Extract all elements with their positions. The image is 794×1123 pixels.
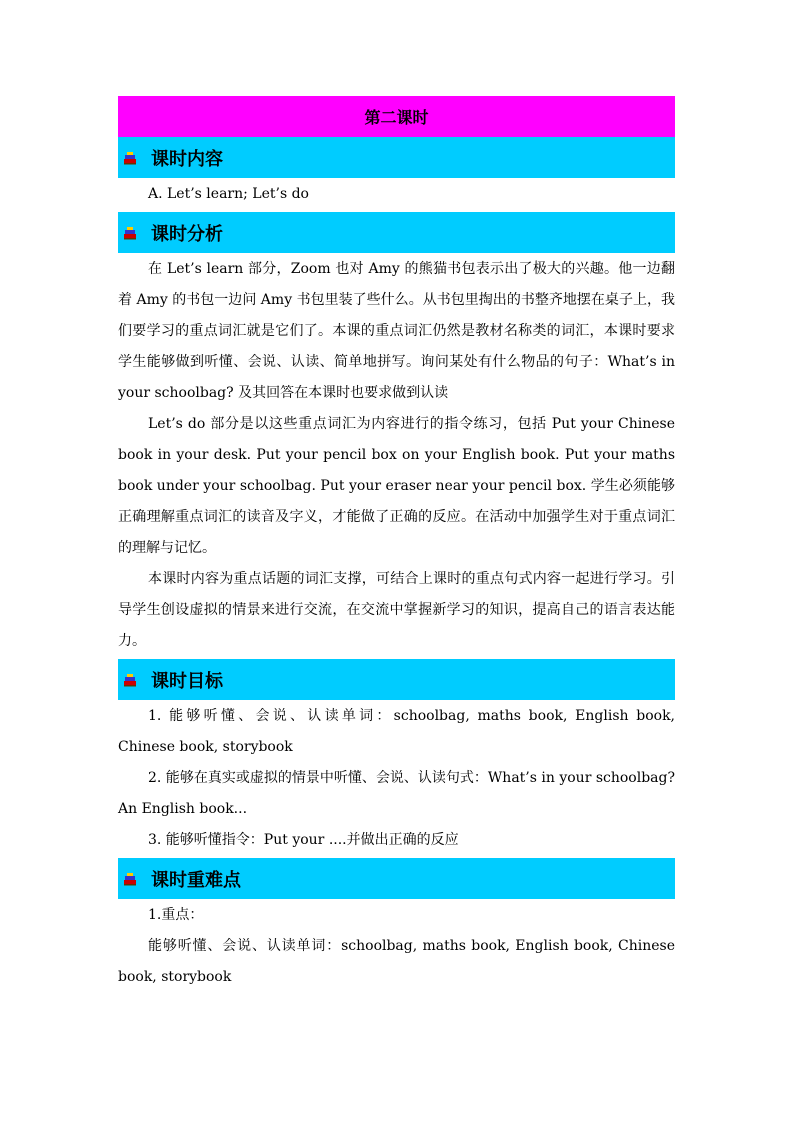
- section-body-key-points: [118, 899, 675, 995]
- lesson-title-bar: [118, 96, 675, 137]
- paragraph: 本课时内容为重点话题的词汇支撑，可结合上课时的重点句式内容一起进行学习。引导学生创设虚拟的情景来进行交流，在交流中掌握新学习的知识，提高自己的语言表达能力。: [118, 571, 675, 649]
- section-header-content: [118, 137, 675, 178]
- section-heading: 课时目标: [151, 670, 223, 692]
- section-body-objectives: [118, 700, 675, 858]
- paragraph: 3. 能够听懂指令：Put your ....并做出正确的反应: [148, 832, 459, 848]
- section-body-content: [118, 178, 675, 212]
- section-header-key-points: [118, 858, 675, 899]
- document-page: [118, 96, 675, 995]
- lesson-title: 第二课时: [364, 108, 429, 127]
- paragraph: 在 Let’s learn 部分，Zoom 也对 Amy 的熊猫书包表示出了极大的兴趣。他一边翻着 Amy 的书包一边问 Amy 书包里装了些什么。从书包里掏出的书整齐地摆在桌子上，我们要学习的重点词汇就是它们了。本课的重点词汇仍然是教材名称类的词汇，本课时要求学生能够做到听懂、会说、认读、简单地拼写。询问某处有什么物品的句子：What’s in your schoolbag? 及其回答在本课时也要求做到认读: [118, 261, 675, 401]
- paragraph: A. Let’s learn; Let’s do: [148, 186, 309, 202]
- section-heading: 课时分析: [151, 223, 223, 245]
- book-stack-icon: [123, 226, 137, 240]
- paragraph: 1.重点：: [148, 907, 204, 923]
- book-stack-icon: [123, 673, 137, 687]
- paragraph: 1. 能够听懂、会说、认读单词：schoolbag, maths book, English book, Chinese book, storybook: [118, 708, 675, 755]
- section-header-objectives: [118, 659, 675, 700]
- section-heading: 课时重难点: [151, 869, 241, 891]
- section-body-analysis: [118, 253, 675, 659]
- book-stack-icon: [123, 151, 137, 165]
- section-heading: 课时内容: [151, 148, 223, 170]
- paragraph: 2. 能够在真实或虚拟的情景中听懂、会说、认读句式：What’s in your schoolbag? An English book...: [118, 770, 675, 817]
- paragraph: 能够听懂、会说、认读单词：schoolbag, maths book, English book, Chinese book, storybook: [118, 938, 675, 985]
- section-header-analysis: [118, 212, 675, 253]
- book-stack-icon: [123, 872, 137, 886]
- paragraph: Let’s do 部分是以这些重点词汇为内容进行的指令练习，包括 Put your Chinese book in your desk. Put your pencil box on your English book. Put your maths book under your schoolbag. Put your eraser near your pencil box. 学生必须能够正确理解重点词汇的读音及字义，才能做了正确的反应。在活动中加强学生对于重点词汇的理解与记忆。: [118, 416, 675, 556]
